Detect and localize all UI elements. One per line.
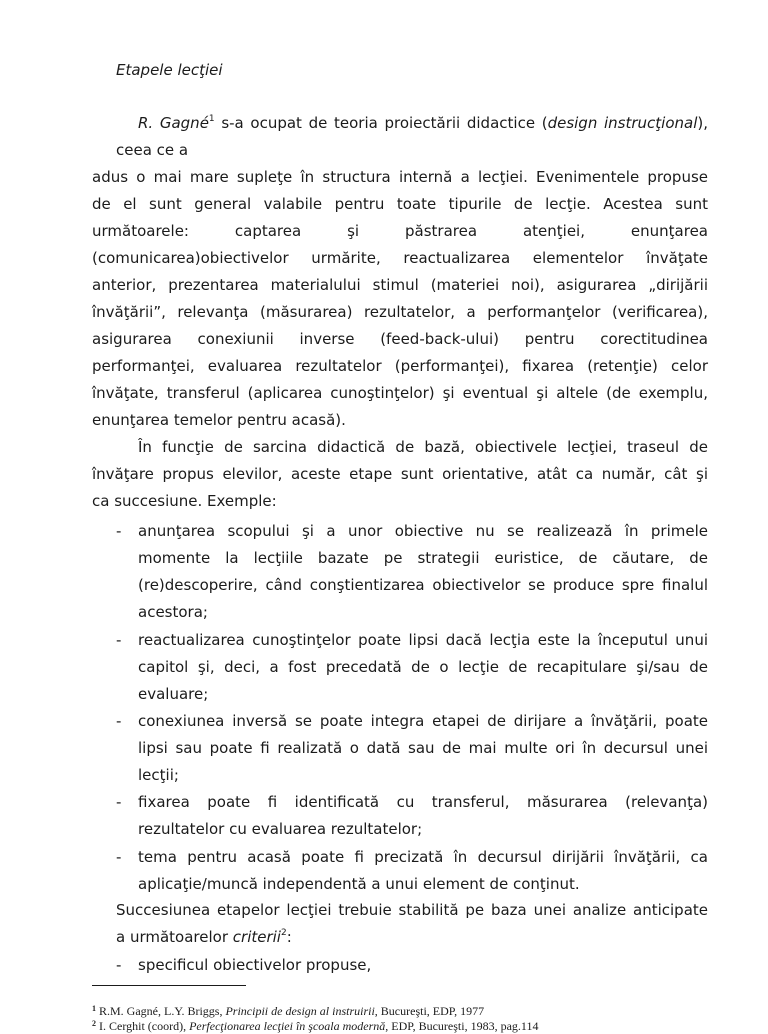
bullet-marker: - bbox=[116, 793, 122, 811]
para1-line: enunţarea temelor pentru acasă). bbox=[92, 411, 346, 429]
footnote-title: Perfecţionarea lecţiei în şcoala modernă bbox=[189, 1019, 386, 1033]
intro-line-1 bbox=[138, 110, 708, 137]
para1-line: performanţei, evaluarea rezultatelor (performanţei), fixarea (retenţie) celor bbox=[92, 357, 708, 375]
bullet-line: specificul obiectivelor propuse, bbox=[138, 956, 372, 974]
bullet-line: conexiunea inversă se poate integra etapei de dirijare a învăţării, poate bbox=[138, 712, 708, 730]
para1-line: învăţării”, relevanţa (măsurarea) rezultatelor, a performanţelor (verificarea), bbox=[92, 303, 708, 321]
bullet-line: (re)descoperire, când conştientizarea obiectivelor se produce spre finalul bbox=[138, 576, 708, 594]
para2-line: În funcţie de sarcina didactică de bază, obiectivele lecţiei, traseul de bbox=[138, 438, 708, 456]
para1-line: următoarele: captarea şi păstrarea atenţiei, enunţarea bbox=[92, 222, 708, 240]
footnote-text: , EDP, Bucureşti, 1983, pag.114 bbox=[385, 1019, 539, 1033]
intro-text-1: s-a ocupat de teoria proiectării didactice ( bbox=[214, 114, 548, 132]
para3-text: a următoarelor bbox=[116, 928, 233, 946]
criterii-term: criterii bbox=[232, 928, 281, 946]
bullet-line: anunţarea scopului şi a unor obiective nu se realizează în primele bbox=[138, 522, 708, 540]
para1-line: anterior, prezentarea materialului stimul (materiei noi), asigurarea „dirijării bbox=[92, 276, 708, 294]
para1-line: (comunicarea)obiectivelor urmărite, reactualizarea elementelor învăţate bbox=[92, 249, 708, 267]
para1-line: de el sunt general valabile pentru toate tipurile de lecţie. Acestea sunt bbox=[92, 195, 708, 213]
para2-line: ca succesiune. Exemple: bbox=[92, 492, 277, 510]
bullet-marker: - bbox=[116, 631, 122, 649]
bullet-marker: - bbox=[116, 956, 122, 974]
para3-colon: : bbox=[286, 928, 292, 946]
bullet-line: evaluare; bbox=[138, 685, 209, 703]
bullet-line: momente la lecţiile bazate pe strategii euristice, de căutare, de bbox=[138, 549, 708, 567]
footnote-text: R.M. Gagné, L.Y. Briggs, bbox=[96, 1004, 226, 1018]
bullet-line: tema pentru acasă poate fi precizată în decursul dirijării învăţării, ca bbox=[138, 848, 708, 866]
footnote-number: 2 bbox=[92, 1019, 96, 1028]
bullet-line: aplicaţie/muncă independentă a unui element de conţinut. bbox=[138, 875, 580, 893]
intro-text-2: ), bbox=[697, 114, 708, 132]
footnote-ref-2[interactable]: 2 bbox=[280, 928, 287, 938]
bullet-line: fixarea poate fi identificată cu transferul, măsurarea (relevanţa) bbox=[138, 793, 708, 811]
bullet-line: lecţii; bbox=[138, 766, 179, 784]
footnote-title: Principii de design al instruirii bbox=[225, 1004, 375, 1018]
design-term: design instrucţional bbox=[547, 114, 698, 132]
bullet-marker: - bbox=[116, 522, 122, 540]
section-heading: Etapele lecţiei bbox=[116, 61, 223, 79]
footnote-text: I. Cerghit (coord), bbox=[96, 1019, 190, 1033]
footnote-separator bbox=[92, 985, 246, 986]
para1-line: învăţate, transferul (aplicarea cunoştinţelor) şi eventual şi altele (de exemplu, bbox=[92, 384, 708, 402]
footnote-number: 1 bbox=[92, 1004, 96, 1013]
bullet-line: acestora; bbox=[138, 603, 208, 621]
bullet-line: lipsi sau poate fi realizată o dată sau de mai multe ori în decursul unei bbox=[138, 739, 708, 757]
author-name: R. Gagné bbox=[138, 114, 209, 132]
para1-line: asigurarea conexiunii inverse (feed-back-ului) pentru corectitudinea bbox=[92, 330, 708, 348]
bullet-marker: - bbox=[116, 712, 122, 730]
bullet-marker: - bbox=[116, 848, 122, 866]
para3-line-1: Succesiunea etapelor lecţiei trebuie stabilită pe baza unei analize anticipate bbox=[116, 901, 708, 919]
bullet-line: rezultatelor cu evaluarea rezultatelor; bbox=[138, 820, 423, 838]
intro-line-2: ceea ce a bbox=[116, 141, 189, 159]
para3-line-2 bbox=[116, 924, 292, 951]
bullet-line: reactualizarea cunoştinţelor poate lipsi dacă lecţia este la începutul unui bbox=[138, 631, 708, 649]
para2-line: învăţare propus elevilor, aceste etape sunt orientative, atât ca număr, cât şi bbox=[92, 465, 708, 483]
bullet-line: capitol şi, deci, a fost precedată de o lecţie de recapitulare şi/sau de bbox=[138, 658, 708, 676]
footnote-ref-1[interactable]: 1 bbox=[208, 114, 215, 124]
footnote-text: , Bucureşti, EDP, 1977 bbox=[374, 1004, 485, 1018]
para1-line: adus o mai mare supleţe în structura internă a lecţiei. Evenimentele propuse bbox=[92, 168, 708, 186]
footnote-2 bbox=[92, 1016, 538, 1034]
